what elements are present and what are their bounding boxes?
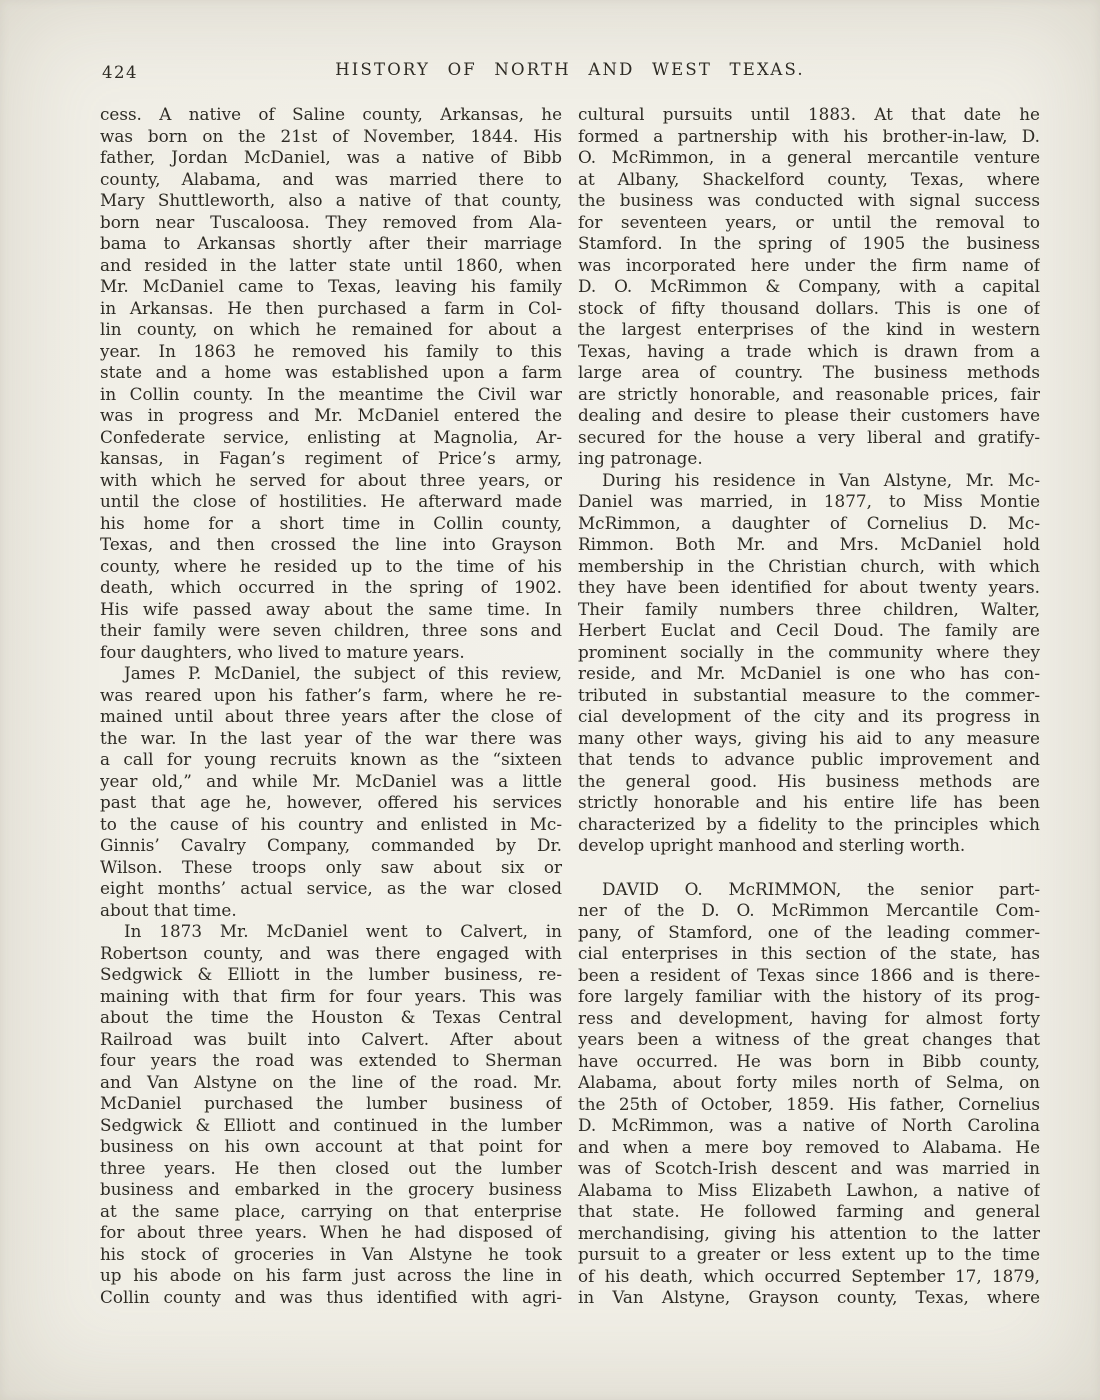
text-line: ing patronage. (578, 448, 703, 468)
text-line: kansas, in Fagan’s regiment of Price’s army, (100, 448, 562, 468)
text-line: Sedgwick & Elliott in the lumber business, re- (100, 964, 562, 984)
paragraph (578, 879, 1040, 1309)
text-line: Alabama to Miss Elizabeth Lawhon, a native of (578, 1179, 1040, 1200)
text-line: Ginnis’ Cavalry Company, commanded by Dr. (100, 835, 562, 855)
text-line: of his death, which occurred September 17, 1879, (578, 1265, 1040, 1286)
masthead (100, 60, 1040, 88)
page-number: 424 (102, 63, 138, 82)
text-line: three years. He then closed out the lumber (100, 1157, 562, 1178)
text-line: Sedgwick & Elliott and continued in the lumber (100, 1114, 562, 1135)
text-line: until the close of hostilities. He afterward made (100, 491, 562, 511)
text-line: to the cause of his country and enlisted in Mc- (100, 813, 562, 834)
text-line: D. McRimmon, was a native of North Carolina (578, 1115, 1040, 1135)
text-line: was in progress and Mr. McDaniel entered the (100, 405, 562, 425)
text-line: about the time the Houston & Texas Central (100, 1007, 562, 1027)
text-line: was reared upon his father’s farm, where he re- (100, 684, 562, 705)
text-line: ner of the D. O. McRimmon Mercantile Com- (578, 900, 1040, 920)
text-column-left (100, 104, 562, 1309)
text-line: was of Scotch-Irish descent and was married in (578, 1158, 1040, 1178)
text-line: lin county, on which he remained for about a (100, 319, 562, 339)
paragraph (578, 104, 1040, 470)
text-line: ress and development, having for almost forty (578, 1007, 1040, 1028)
text-line: years been a witness of the great changes that (578, 1029, 1040, 1049)
text-line: for seventeen years, or until the removal to (578, 211, 1040, 232)
text-line: Their family numbers three children, Walter, (578, 598, 1040, 619)
paragraph (100, 921, 562, 1308)
text-line: bama to Arkansas shortly after their marriage (100, 233, 562, 253)
text-line: cultural pursuits until 1883. At that date he (578, 104, 1040, 124)
text-line: Robertson county, and was there engaged with (100, 942, 562, 963)
text-line: born near Tuscaloosa. They removed from Ala- (100, 211, 562, 232)
text-line: Confederate service, enlisting at Magnolia, Ar- (100, 426, 562, 447)
text-line: the largest enterprises of the kind in western (578, 319, 1040, 339)
text-line: father, Jordan McDaniel, was a native of Bibb (100, 147, 562, 167)
text-line: at Albany, Shackelford county, Texas, where (578, 168, 1040, 189)
text-line: and when a mere boy removed to Alabama. He (578, 1136, 1040, 1157)
text-line: in Arkansas. He then purchased a farm in Col- (100, 297, 562, 318)
text-line: they have been identified for about twenty years. (578, 577, 1040, 597)
text-line: year. In 1863 he removed his family to this (100, 340, 562, 361)
text-line: McDaniel purchased the lumber business of (100, 1093, 562, 1113)
text-line: cess. A native of Saline county, Arkansas, he (100, 104, 562, 124)
text-line: that state. He followed farming and general (578, 1201, 1040, 1221)
text-line: pursuit to a greater or less extent up to the time (578, 1244, 1040, 1264)
text-column-right (578, 104, 1040, 1309)
text-line: membership in the Christian church, with which (578, 555, 1040, 576)
text-line: fore largely familiar with the history of its prog- (578, 986, 1040, 1006)
text-line: in Collin county. In the meantime the Civil war (100, 383, 562, 404)
text-line: county, Alabama, and was married there to (100, 168, 562, 189)
text-line: During his residence in Van Alstyne, Mr. Mc- (602, 469, 1040, 490)
text-line: have occurred. He was born in Bibb county, (578, 1050, 1040, 1071)
text-line: prominent socially in the community where they (578, 641, 1040, 662)
text-line: Collin county and was thus identified with agri- (100, 1286, 562, 1307)
running-title: HISTORY OF NORTH AND WEST TEXAS. (335, 60, 805, 79)
text-line: James P. McDaniel, the subject of this review, (124, 663, 562, 683)
text-line: Daniel was married, in 1877, to Miss Montie (578, 491, 1040, 511)
text-line: Railroad was built into Calvert. After about (100, 1028, 562, 1049)
text-line: strictly honorable and his entire life has been (578, 792, 1040, 812)
text-line: many other ways, giving his aid to any measure (578, 727, 1040, 748)
text-line: past that age he, however, offered his services (100, 792, 562, 812)
text-line: large area of country. The business methods (578, 362, 1040, 382)
text-line: Wilson. These troops only saw about six or (100, 856, 562, 877)
text-line: are strictly honorable, and reasonable prices, fair (578, 383, 1040, 404)
text-line: was born on the 21st of November, 1844. His (100, 125, 562, 146)
text-line: Rimmon. Both Mr. and Mrs. McDaniel hold (578, 534, 1040, 554)
text-line: business on his own account at that point for (100, 1136, 562, 1156)
text-line: and resided in the latter state until 1860, when (100, 254, 562, 275)
text-line: O. McRimmon, in a general mercantile venture (578, 147, 1040, 167)
text-line: Mr. McDaniel came to Texas, leaving his family (100, 276, 562, 296)
text-line: his home for a short time in Collin county, (100, 512, 562, 533)
text-line: dealing and desire to please their customers have (578, 405, 1040, 425)
text-line: the war. In the last year of the war there was (100, 727, 562, 748)
text-line: year old,” and while Mr. McDaniel was a little (100, 770, 562, 791)
text-line: Texas, having a trade which is drawn from a (578, 340, 1040, 361)
text-line: Mary Shuttleworth, also a native of that county, (100, 190, 562, 210)
text-line: tributed in substantial measure to the commer- (578, 684, 1040, 705)
text-line: DAVID O. McRIMMON, the senior part- (602, 878, 1040, 899)
paragraph (100, 104, 562, 663)
text-line: merchandising, giving his attention to the latter (578, 1222, 1040, 1243)
text-line: Stamford. In the spring of 1905 the business (578, 233, 1040, 253)
text-columns (100, 104, 1040, 1309)
paragraph (100, 663, 562, 921)
text-line: In 1873 Mr. McDaniel went to Calvert, in (124, 921, 562, 941)
text-line: His wife passed away about the same time. In (100, 598, 562, 619)
text-line: with which he served for about three years, or (100, 469, 562, 490)
text-line: been a resident of Texas since 1866 and is there- (578, 964, 1040, 985)
text-line: state and a home was established upon a farm (100, 362, 562, 382)
text-line: eight months’ actual service, as the war closed (100, 878, 562, 898)
text-line: Texas, and then crossed the line into Grayson (100, 534, 562, 554)
text-line: four daughters, who lived to mature years. (100, 641, 465, 662)
text-line: death, which occurred in the spring of 1902. (100, 577, 562, 597)
text-line: the general good. His business methods are (578, 770, 1040, 791)
text-line: cial development of the city and its progress in (578, 706, 1040, 726)
text-line: stock of fifty thousand dollars. This is one of (578, 297, 1040, 318)
text-line: the 25th of October, 1859. His father, Cornelius (578, 1093, 1040, 1114)
text-line: McRimmon, a daughter of Cornelius D. Mc- (578, 512, 1040, 533)
text-line: in Van Alstyne, Grayson county, Texas, where (578, 1287, 1040, 1307)
text-line: about that time. (100, 899, 237, 920)
text-line: business and embarked in the grocery business (100, 1179, 562, 1199)
paragraph (578, 470, 1040, 857)
text-line: the business was conducted with signal success (578, 190, 1040, 210)
text-line: formed a partnership with his brother-in-law, D. (578, 125, 1040, 146)
text-line: mained until about three years after the close of (100, 706, 562, 726)
text-line: secured for the house a very liberal and gratify- (578, 426, 1040, 447)
text-line: was incorporated here under the firm name of (578, 254, 1040, 275)
text-line: county, where he resided up to the time of his (100, 555, 562, 576)
text-line: pany, of Stamford, one of the leading commer- (578, 921, 1040, 942)
text-line: and Van Alstyne on the line of the road. Mr. (100, 1071, 562, 1092)
text-line: reside, and Mr. McDaniel is one who has con- (578, 663, 1040, 683)
text-line: characterized by a fidelity to the principles which (578, 813, 1040, 834)
text-line: for about three years. When he had disposed of (100, 1222, 562, 1242)
text-line: that tends to advance public improvement and (578, 749, 1040, 769)
text-line: at the same place, carrying on that enterprise (100, 1200, 562, 1221)
text-line: maining with that firm for four years. This was (100, 985, 562, 1006)
text-line: develop upright manhood and sterling worth. (578, 835, 966, 855)
text-line: D. O. McRimmon & Company, with a capital (578, 276, 1040, 296)
text-line: Herbert Euclat and Cecil Doud. The family are (578, 620, 1040, 640)
text-line: up his abode on his farm just across the line in (100, 1265, 562, 1285)
text-line: Alabama, about forty miles north of Selma, on (578, 1072, 1040, 1092)
text-line: cial enterprises in this section of the state, has (578, 943, 1040, 963)
text-line: a call for young recruits known as the “sixteen (100, 749, 562, 769)
text-line: their family were seven children, three sons and (100, 620, 562, 640)
text-line: four years the road was extended to Sherman (100, 1050, 562, 1070)
text-line: his stock of groceries in Van Alstyne he took (100, 1243, 562, 1264)
